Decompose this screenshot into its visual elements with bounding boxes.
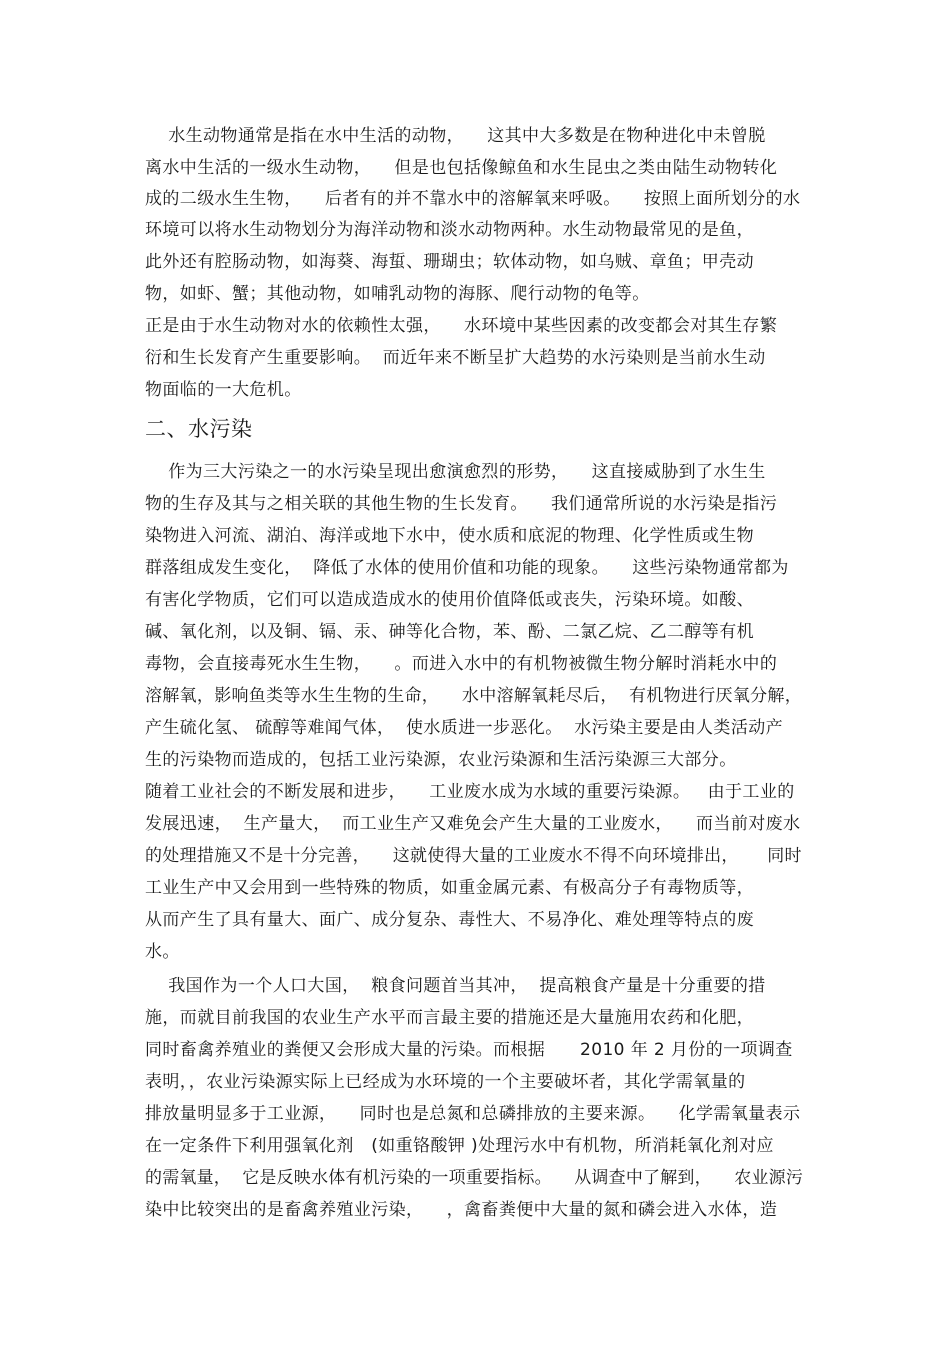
paragraph-line: 群落组成发生变化， 降低了水体的使用价值和功能的现象。 这些污染物通常都为 <box>145 558 789 578</box>
paragraph-line: 随着工业社会的不断发展和进步， 工业废水成为水域的重要污染源。 由于工业的 <box>145 782 795 802</box>
section-heading: 二、水污染 <box>145 417 253 441</box>
paragraph-line: 发展迅速， 生产量大， 而工业生产又难免会产生大量的工业废水， 而当前对废水 <box>145 814 801 834</box>
paragraph-line: 物面临的一大危机。 <box>145 380 302 400</box>
paragraph-line: 施，而就目前我国的农业生产水平而言最主要的措施还是大量施用农药和化肥， <box>145 1008 754 1028</box>
paragraph-line: 排放量明显多于工业源， 同时也是总氮和总磷排放的主要来源。 化学需氧量表示 <box>145 1104 801 1124</box>
paragraph-line: 同时畜禽养殖业的粪便又会形成大量的污染。而根据 2010 年 2 月份的一项调查 <box>145 1040 793 1060</box>
paragraph-line: 生的污染物而造成的，包括工业污染源，农业污染源和生活污染源三大部分。 <box>145 750 737 770</box>
paragraph-line: 物，如虾、蟹；其他动物，如哺乳动物的海豚、爬行动物的龟等。 <box>145 284 650 304</box>
paragraph-line: 衍和生长发育产生重要影响。 而近年来不断呈扩大趋势的水污染则是当前水生动 <box>145 348 766 368</box>
paragraph-line: 碱、氧化剂，以及铜、镉、汞、砷等化合物，苯、酚、二氯乙烷、乙二醇等有机 <box>145 622 754 642</box>
paragraph-line: 产生硫化氢、 硫醇等难闻气体， 使水质进一步恶化。 水污染主要是由人类活动产 <box>145 718 784 738</box>
paragraph-line: 毒物，会直接毒死水生生物， 。而进入水中的有机物被微生物分解时消耗水中的 <box>145 654 778 674</box>
paragraph-line: 此外还有腔肠动物，如海葵、海蜇、珊瑚虫；软体动物，如乌贼、章鱼；甲壳动 <box>145 252 754 272</box>
paragraph-line: 表明，，农业污染源实际上已经成为水环境的一个主要破坏者，其化学需氧量的 <box>145 1072 746 1092</box>
paragraph-line: 的处理措施又不是十分完善， 这就使得大量的工业废水不得不向环境排出， 同时 <box>145 846 802 866</box>
paragraph-line: 水生动物通常是指在水中生活的动物， 这其中大多数是在物种进化中未曾脱 <box>145 126 766 146</box>
paragraph-line: 有害化学物质，它们可以造成造成水的使用价值降低或丧失，污染环境。如酸、 <box>145 590 754 610</box>
paragraph-line: 从而产生了具有量大、面广、成分复杂、毒性大、不易净化、难处理等特点的废 <box>145 910 754 930</box>
paragraph-line: 作为三大污染之一的水污染呈现出愈演愈烈的形势， 这直接威胁到了水生生 <box>145 462 766 482</box>
paragraph-line: 的需氧量， 它是反映水体有机污染的一项重要指标。 从调查中了解到， 农业源污 <box>145 1168 804 1188</box>
paragraph-line: 物的生存及其与之相关联的其他生物的生长发育。 我们通常所说的水污染是指污 <box>145 494 778 514</box>
paragraph-line: 离水中生活的一级水生动物， 但是也包括像鲸鱼和水生昆虫之类由陆生动物转化 <box>145 158 778 178</box>
paragraph-line: 环境可以将水生动物划分为海洋动物和淡水动物两种。水生动物最常见的是鱼， <box>145 220 754 240</box>
paragraph-line: 染中比较突出的是畜禽养殖业污染， ，禽畜粪便中大量的氮和磷会进入水体，造 <box>145 1200 778 1220</box>
paragraph-line: 成的二级水生生物， 后者有的并不靠水中的溶解氧来呼吸。 按照上面所划分的水 <box>145 189 801 209</box>
paragraph-line: 染物进入河流、湖泊、海洋或地下水中，使水质和底泥的物理、化学性质或生物 <box>145 526 754 546</box>
paragraph-line: 正是由于水生动物对水的依赖性太强， 水环境中某些因素的改变都会对其生存繁 <box>145 316 778 336</box>
paragraph-line: 我国作为一个人口大国， 粮食问题首当其冲， 提高粮食产量是十分重要的措 <box>145 976 766 996</box>
paragraph-line: 工业生产中又会用到一些特殊的物质，如重金属元素、有极高分子有毒物质等， <box>145 878 754 898</box>
paragraph-line: 水。 <box>145 942 180 962</box>
paragraph-line: 溶解氧，影响鱼类等水生生物的生命， 水中溶解氧耗尽后， 有机物进行厌氧分解， <box>145 686 803 706</box>
paragraph-line: 在一定条件下利用强氧化剂 (如重铬酸钾 )处理污水中有机物，所消耗氧化剂对应 <box>145 1136 774 1156</box>
